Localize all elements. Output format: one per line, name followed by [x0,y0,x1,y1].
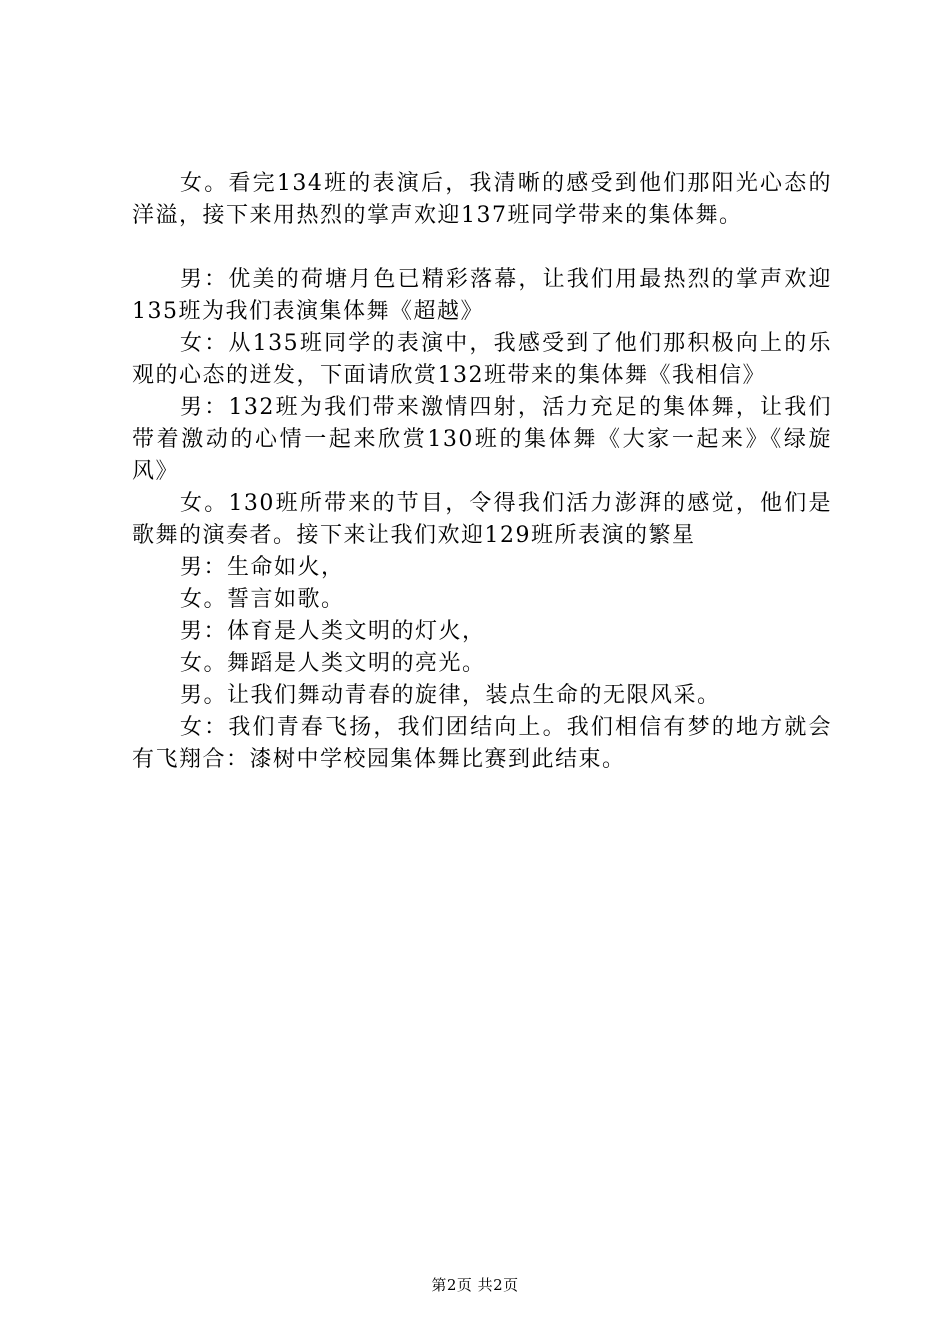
paragraph-5: 女。130班所带来的节目，令得我们活力澎湃的感觉，他们是歌舞的演奏者。接下来让我们欢迎129班所表演的繁星 [132,491,832,548]
paragraph-6: 男：生命如火， [180,555,345,580]
paragraph-10: 男。让我们舞动青春的旋律，装点生命的无限风采。 [180,683,721,708]
paragraph-4: 男：132班为我们带来激情四射，活力充足的集体舞，让我们带着激动的心情一起来欣赏130班的集体舞《大家一起来》《绿旋风》 [132,395,832,484]
paragraph-7: 女。誓言如歌。 [180,587,345,612]
paragraph-11: 女：我们青春飞扬，我们团结向上。我们相信有梦的地方就会有飞翔合：漆树中学校园集体舞比赛到此结束。 [132,715,832,772]
paragraph-9: 女。舞蹈是人类文明的亮光。 [180,651,486,676]
paragraph-3: 女：从135班同学的表演中，我感受到了他们那积极向上的乐观的心态的迸发，下面请欣赏132班带来的集体舞《我相信》 [132,331,832,388]
page-number-footer: 第2页 共2页 [431,1276,519,1294]
paragraph-2: 男：优美的荷塘月色已精彩落幕，让我们用最热烈的掌声欢迎135班为我们表演集体舞《超越》 [132,267,832,324]
paragraph-8: 男：体育是人类文明的灯火， [180,619,486,644]
document-body [132,168,832,776]
paragraph-1: 女。看完134班的表演后，我清晰的感受到他们那阳光心态的洋溢，接下来用热烈的掌声欢迎137班同学带来的集体舞。 [132,171,832,228]
